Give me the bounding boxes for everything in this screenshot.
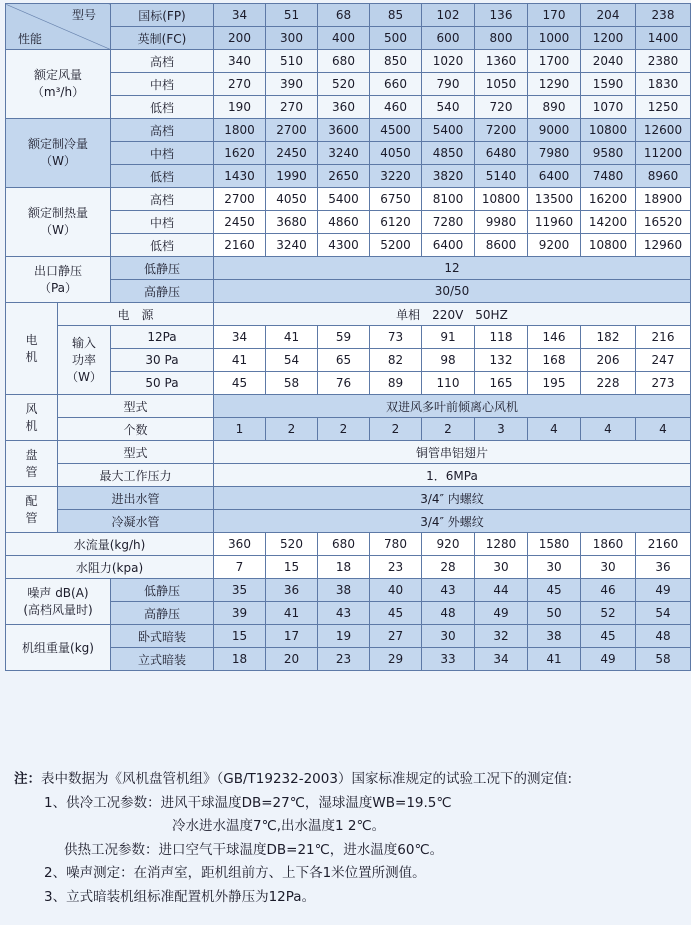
value-cell: 4	[528, 418, 581, 441]
coil-pressure-row	[6, 464, 691, 487]
header-row-gb	[6, 4, 691, 27]
value-cell: 43	[318, 602, 370, 625]
value-cell: 45	[214, 372, 266, 395]
value-cell: 3600	[318, 119, 370, 142]
value-cell: 1250	[636, 96, 691, 119]
value-cell: 102	[422, 4, 475, 27]
static-row	[6, 257, 691, 280]
value-cell: 2700	[214, 188, 266, 211]
value-cell: 39	[214, 602, 266, 625]
value-cell: 38	[528, 625, 581, 648]
level-low: 低档	[111, 96, 214, 119]
value-cell: 270	[266, 96, 318, 119]
value-cell: 40	[370, 579, 422, 602]
value-cell: 890	[528, 96, 581, 119]
value-cell: 48	[422, 602, 475, 625]
level-high: 高档	[111, 188, 214, 211]
note-head: 注：	[14, 771, 41, 787]
value-cell: 206	[581, 349, 636, 372]
value-cell: 91	[422, 326, 475, 349]
value-cell: 41	[214, 349, 266, 372]
value-cell: 182	[581, 326, 636, 349]
value-cell: 48	[636, 625, 691, 648]
level-mid: 中档	[111, 142, 214, 165]
value-cell: 2160	[636, 533, 691, 556]
value-cell: 460	[370, 96, 422, 119]
value-cell: 7	[214, 556, 266, 579]
value-cell: 49	[581, 648, 636, 671]
value-cell: 680	[318, 533, 370, 556]
gb-label: 国标(FP)	[111, 4, 214, 27]
value-cell: 45	[370, 602, 422, 625]
coil-type-value: 铜管串铝翅片	[214, 441, 691, 464]
value-cell: 4	[636, 418, 691, 441]
value-cell: 238	[636, 4, 691, 27]
value-cell: 52	[581, 602, 636, 625]
note-line: 3、立式暗装机组标准配置机外静压为12Pa。	[44, 888, 316, 905]
pipe-drain-label: 冷凝水管	[58, 510, 214, 533]
value-cell: 228	[581, 372, 636, 395]
value-cell: 1830	[636, 73, 691, 96]
value-cell: 2	[422, 418, 475, 441]
value-cell: 18900	[636, 188, 691, 211]
airflow-label: 额定风量 （m³/h）	[6, 50, 111, 119]
weight-vertical-label: 立式暗装	[111, 648, 214, 671]
value-cell: 146	[528, 326, 581, 349]
pressure-label: 50 Pa	[111, 372, 214, 395]
value-cell: 13500	[528, 188, 581, 211]
pipe-drain-value: 3/4″ 外螺纹	[214, 510, 691, 533]
value-cell: 2160	[214, 234, 266, 257]
water-resistance-label: 水阻力(kpa)	[6, 556, 214, 579]
value-cell: 34	[214, 326, 266, 349]
value-cell: 9200	[528, 234, 581, 257]
value-cell: 170	[528, 4, 581, 27]
value-cell: 45	[581, 625, 636, 648]
power-source-label: 电 源	[58, 303, 214, 326]
value-cell: 85	[370, 4, 422, 27]
value-cell: 76	[318, 372, 370, 395]
value-cell: 10800	[581, 234, 636, 257]
value-cell: 3	[475, 418, 528, 441]
value-cell: 10800	[475, 188, 528, 211]
value-cell: 4850	[422, 142, 475, 165]
value-cell: 7280	[422, 211, 475, 234]
value-cell: 9000	[528, 119, 581, 142]
pipe-inlet-row	[6, 487, 691, 510]
value-cell: 73	[370, 326, 422, 349]
value-cell: 3820	[422, 165, 475, 188]
value-cell: 59	[318, 326, 370, 349]
value-cell: 8960	[636, 165, 691, 188]
value-cell: 6750	[370, 188, 422, 211]
fan-count-label: 个数	[58, 418, 214, 441]
value-cell: 1990	[266, 165, 318, 188]
value-cell: 2040	[581, 50, 636, 73]
value-cell: 1000	[528, 27, 581, 50]
level-high: 高档	[111, 119, 214, 142]
value-cell: 2380	[636, 50, 691, 73]
value-cell: 1700	[528, 50, 581, 73]
value-cell: 2700	[266, 119, 318, 142]
pipe-inlet-label: 进出水管	[58, 487, 214, 510]
value-cell: 850	[370, 50, 422, 73]
fan-type-row	[6, 395, 691, 418]
noise-high-label: 高静压	[111, 602, 214, 625]
value-cell: 136	[475, 4, 528, 27]
note-line: 冷水进水温度7℃,出水温度1 2℃。	[172, 818, 386, 834]
value-cell: 195	[528, 372, 581, 395]
value-cell: 50	[528, 602, 581, 625]
value-cell: 34	[475, 648, 528, 671]
value-cell: 8100	[422, 188, 475, 211]
value-cell: 65	[318, 349, 370, 372]
value-cell: 680	[318, 50, 370, 73]
value-cell: 54	[636, 602, 691, 625]
fan-type-label: 型式	[58, 395, 214, 418]
value-cell: 30	[581, 556, 636, 579]
value-cell: 110	[422, 372, 475, 395]
value-cell: 1800	[214, 119, 266, 142]
value-cell: 360	[214, 533, 266, 556]
value-cell: 49	[636, 579, 691, 602]
value-cell: 540	[422, 96, 475, 119]
value-cell: 216	[636, 326, 691, 349]
level-low: 低档	[111, 165, 214, 188]
value-cell: 15	[266, 556, 318, 579]
weight-row	[6, 625, 691, 648]
value-cell: 510	[266, 50, 318, 73]
note-intro	[14, 768, 684, 792]
value-cell: 58	[266, 372, 318, 395]
value-cell: 1400	[636, 27, 691, 50]
value-cell: 30	[528, 556, 581, 579]
value-cell: 33	[422, 648, 475, 671]
value-cell: 46	[581, 579, 636, 602]
value-cell: 30	[422, 625, 475, 648]
value-cell: 4	[581, 418, 636, 441]
value-cell: 44	[475, 579, 528, 602]
value-cell: 34	[214, 4, 266, 27]
value-cell: 30	[475, 556, 528, 579]
value-cell: 2	[266, 418, 318, 441]
value-cell: 36	[636, 556, 691, 579]
value-cell: 5400	[318, 188, 370, 211]
coil-pressure-label: 最大工作压力	[58, 464, 214, 487]
value-cell: 300	[266, 27, 318, 50]
value-cell: 270	[214, 73, 266, 96]
noise-label: 噪声 dB(A) (高档风量时)	[6, 579, 111, 625]
value-cell: 9580	[581, 142, 636, 165]
value-cell: 790	[422, 73, 475, 96]
note-line: 1、供冷工况参数：进风干球温度DB=27℃，湿球温度WB=19.5℃	[44, 794, 452, 811]
value-cell: 98	[422, 349, 475, 372]
value-cell: 5200	[370, 234, 422, 257]
value-cell: 89	[370, 372, 422, 395]
value-cell: 2650	[318, 165, 370, 188]
value-cell: 4860	[318, 211, 370, 234]
note-line: 表中数据为《风机盘管机组》（GB/T19232-2003）国家标准规定的试验工况下的测定值:	[41, 771, 572, 787]
value-cell: 15	[214, 625, 266, 648]
value-cell: 41	[266, 326, 318, 349]
value-cell: 3240	[318, 142, 370, 165]
value-cell: 6400	[422, 234, 475, 257]
model-label: 型号	[71, 8, 96, 22]
value-cell: 247	[636, 349, 691, 372]
value-cell: 1	[214, 418, 266, 441]
value-cell: 6400	[528, 165, 581, 188]
value-cell: 38	[318, 579, 370, 602]
value-cell: 16520	[636, 211, 691, 234]
value-cell: 1280	[475, 533, 528, 556]
value-cell: 11960	[528, 211, 581, 234]
value-cell: 32	[475, 625, 528, 648]
value-cell: 1020	[422, 50, 475, 73]
value-cell: 118	[475, 326, 528, 349]
pipe-label: 配 管	[6, 487, 58, 533]
value-cell: 1590	[581, 73, 636, 96]
fan-label: 风 机	[6, 395, 58, 441]
value-cell: 12600	[636, 119, 691, 142]
note-line: 供热工况参数：进口空气干球温度DB=21℃，进水温度60℃。	[64, 841, 444, 858]
value-cell: 49	[475, 602, 528, 625]
noise-row	[6, 579, 691, 602]
value-cell: 340	[214, 50, 266, 73]
value-cell: 1860	[581, 533, 636, 556]
heating-label: 额定制热量 （W）	[6, 188, 111, 257]
value-cell: 41	[528, 648, 581, 671]
static-low-value: 12	[214, 257, 691, 280]
value-cell: 68	[318, 4, 370, 27]
cooling-label: 额定制冷量 （W）	[6, 119, 111, 188]
value-cell: 4300	[318, 234, 370, 257]
value-cell: 51	[266, 4, 318, 27]
value-cell: 400	[318, 27, 370, 50]
static-high-label: 高静压	[111, 280, 214, 303]
value-cell: 3240	[266, 234, 318, 257]
value-cell: 82	[370, 349, 422, 372]
value-cell: 7200	[475, 119, 528, 142]
value-cell: 520	[318, 73, 370, 96]
value-cell: 3220	[370, 165, 422, 188]
cooling-row	[6, 119, 691, 142]
value-cell: 4050	[266, 188, 318, 211]
water-flow-row	[6, 533, 691, 556]
value-cell: 9980	[475, 211, 528, 234]
level-mid: 中档	[111, 73, 214, 96]
value-cell: 500	[370, 27, 422, 50]
value-cell: 1050	[475, 73, 528, 96]
coil-type-row	[6, 441, 691, 464]
value-cell: 660	[370, 73, 422, 96]
value-cell: 165	[475, 372, 528, 395]
static-label: 出口静压 （Pa）	[6, 257, 111, 303]
value-cell: 800	[475, 27, 528, 50]
input-power-label: 输入 功率 （W）	[58, 326, 111, 395]
performance-label: 性能	[18, 32, 43, 46]
model-performance-header	[6, 4, 111, 50]
value-cell: 6480	[475, 142, 528, 165]
value-cell: 2	[318, 418, 370, 441]
value-cell: 1290	[528, 73, 581, 96]
airflow-row	[6, 50, 691, 73]
value-cell: 7980	[528, 142, 581, 165]
value-cell: 720	[475, 96, 528, 119]
power-source-value: 单相 220V 50HZ	[214, 303, 691, 326]
value-cell: 27	[370, 625, 422, 648]
spec-table	[5, 3, 691, 671]
value-cell: 23	[318, 648, 370, 671]
value-cell: 16200	[581, 188, 636, 211]
pressure-label: 12Pa	[111, 326, 214, 349]
value-cell: 5140	[475, 165, 528, 188]
static-high-value: 30/50	[214, 280, 691, 303]
motor-power-source-row	[6, 303, 691, 326]
value-cell: 204	[581, 4, 636, 27]
value-cell: 45	[528, 579, 581, 602]
value-cell: 780	[370, 533, 422, 556]
value-cell: 190	[214, 96, 266, 119]
value-cell: 390	[266, 73, 318, 96]
value-cell: 2	[370, 418, 422, 441]
value-cell: 600	[422, 27, 475, 50]
value-cell: 1200	[581, 27, 636, 50]
value-cell: 20	[266, 648, 318, 671]
fan-type-value: 双进风多叶前倾离心风机	[214, 395, 691, 418]
value-cell: 2450	[266, 142, 318, 165]
value-cell: 11200	[636, 142, 691, 165]
value-cell: 8600	[475, 234, 528, 257]
value-cell: 1620	[214, 142, 266, 165]
level-low: 低档	[111, 234, 214, 257]
level-mid: 中档	[111, 211, 214, 234]
value-cell: 54	[266, 349, 318, 372]
motor-row	[6, 326, 691, 349]
value-cell: 1070	[581, 96, 636, 119]
weight-horizontal-label: 卧式暗装	[111, 625, 214, 648]
value-cell: 5400	[422, 119, 475, 142]
value-cell: 4050	[370, 142, 422, 165]
value-cell: 18	[318, 556, 370, 579]
value-cell: 35	[214, 579, 266, 602]
value-cell: 3680	[266, 211, 318, 234]
heating-row	[6, 188, 691, 211]
value-cell: 36	[266, 579, 318, 602]
value-cell: 28	[422, 556, 475, 579]
note-line: 2、噪声测定：在消声室，距机组前方、上下各1米位置所测值。	[44, 865, 426, 881]
value-cell: 1580	[528, 533, 581, 556]
value-cell: 4500	[370, 119, 422, 142]
weight-label: 机组重量(kg)	[6, 625, 111, 671]
value-cell: 520	[266, 533, 318, 556]
value-cell: 2450	[214, 211, 266, 234]
pressure-label: 30 Pa	[111, 349, 214, 372]
value-cell: 6120	[370, 211, 422, 234]
value-cell: 58	[636, 648, 691, 671]
value-cell: 29	[370, 648, 422, 671]
value-cell: 18	[214, 648, 266, 671]
notes-block	[14, 768, 684, 909]
level-high: 高档	[111, 50, 214, 73]
value-cell: 7480	[581, 165, 636, 188]
value-cell: 1430	[214, 165, 266, 188]
value-cell: 360	[318, 96, 370, 119]
pipe-inlet-value: 3/4″ 内螺纹	[214, 487, 691, 510]
value-cell: 17	[266, 625, 318, 648]
coil-pressure-value: 1．6MPa	[214, 464, 691, 487]
value-cell: 168	[528, 349, 581, 372]
static-low-label: 低静压	[111, 257, 214, 280]
value-cell: 14200	[581, 211, 636, 234]
value-cell: 43	[422, 579, 475, 602]
value-cell: 41	[266, 602, 318, 625]
coil-label: 盘 管	[6, 441, 58, 487]
coil-type-label: 型式	[58, 441, 214, 464]
imperial-label: 英制(FC)	[111, 27, 214, 50]
value-cell: 273	[636, 372, 691, 395]
pipe-drain-row	[6, 510, 691, 533]
value-cell: 132	[475, 349, 528, 372]
fan-count-row	[6, 418, 691, 441]
motor-label: 电 机	[6, 303, 58, 395]
value-cell: 19	[318, 625, 370, 648]
value-cell: 12960	[636, 234, 691, 257]
value-cell: 920	[422, 533, 475, 556]
noise-low-label: 低静压	[111, 579, 214, 602]
water-flow-label: 水流量(kg/h)	[6, 533, 214, 556]
value-cell: 23	[370, 556, 422, 579]
value-cell: 1360	[475, 50, 528, 73]
value-cell: 200	[214, 27, 266, 50]
water-resistance-row	[6, 556, 691, 579]
value-cell: 10800	[581, 119, 636, 142]
